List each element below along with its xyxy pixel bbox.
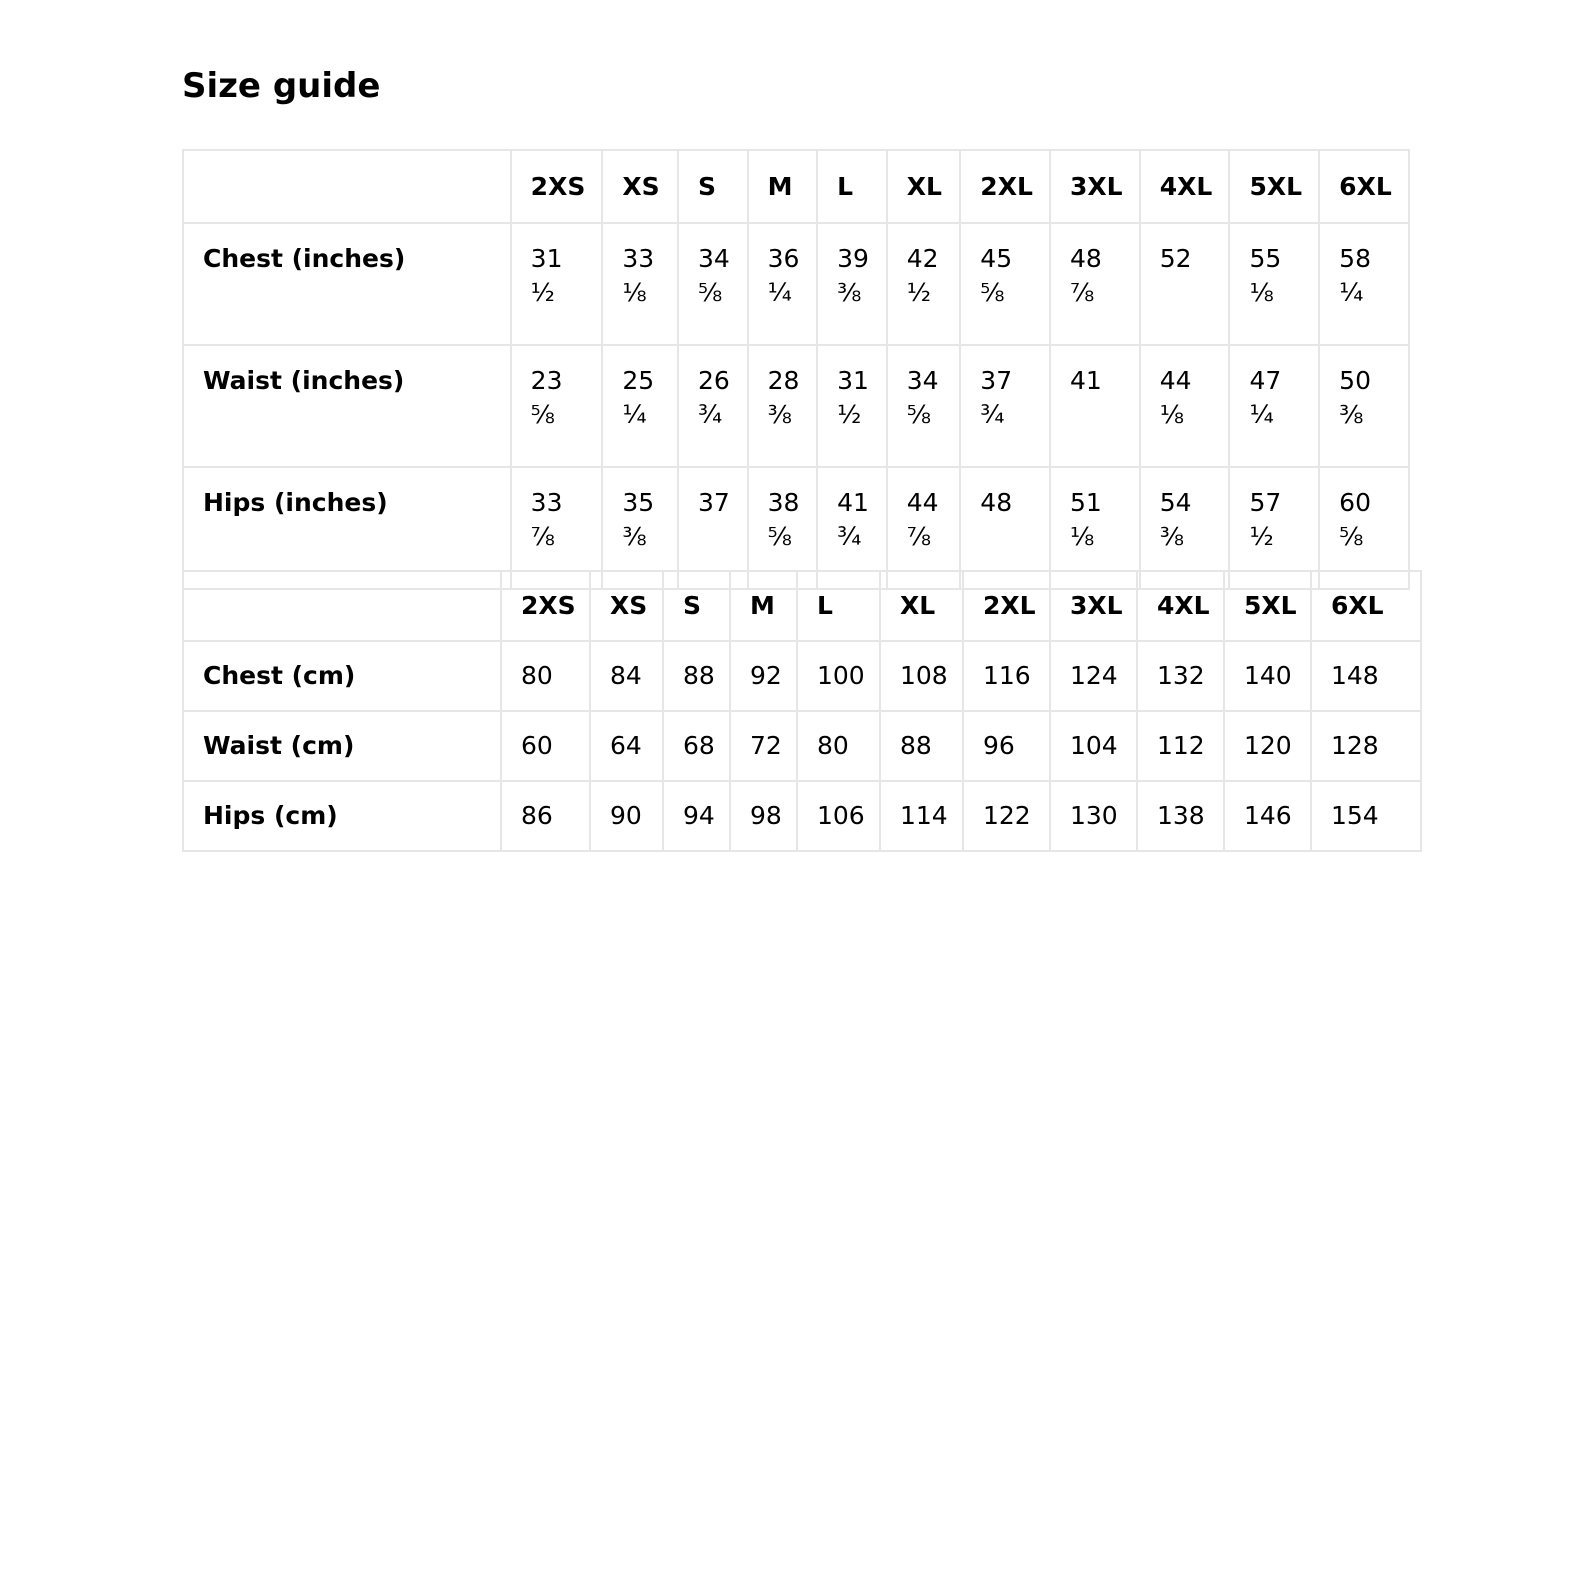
page-title: Size guide [182, 66, 381, 106]
table-cell: 44 ⅞ [887, 467, 961, 589]
table-cell: 42 ½ [887, 223, 961, 345]
table-cell: 37 ¾ [960, 345, 1050, 467]
row-label: Waist (cm) [183, 711, 501, 781]
table-row [183, 223, 1409, 345]
size-header: 2XS [501, 571, 590, 641]
table-cell: 41 [1050, 345, 1140, 467]
table-cell: 138 [1137, 781, 1224, 851]
table-cell: 106 [797, 781, 880, 851]
row-label: Chest (inches) [183, 223, 511, 345]
table-cell: 23 ⅝ [511, 345, 603, 467]
table-cell: 50 ⅜ [1319, 345, 1409, 467]
table-cell: 57 ½ [1229, 467, 1319, 589]
size-header: 3XL [1050, 150, 1140, 223]
size-table-inches [182, 149, 1410, 590]
table-cell: 104 [1050, 711, 1137, 781]
size-header: 2XL [963, 571, 1050, 641]
table-cell: 54 ⅜ [1140, 467, 1230, 589]
table-cell: 130 [1050, 781, 1137, 851]
table-cell: 48 [960, 467, 1050, 589]
table-cell: 96 [963, 711, 1050, 781]
table-cell: 112 [1137, 711, 1224, 781]
size-header: M [730, 571, 797, 641]
table-cell: 88 [880, 711, 963, 781]
table-cell: 36 ¼ [748, 223, 818, 345]
table-cell: 90 [590, 781, 663, 851]
table-cell: 35 ⅜ [602, 467, 678, 589]
header-corner-cell [183, 150, 511, 223]
table-cell: 37 [678, 467, 748, 589]
table-cell: 34 ⅝ [678, 223, 748, 345]
table-cell: 38 ⅝ [748, 467, 818, 589]
size-header: XS [602, 150, 678, 223]
row-label: Waist (inches) [183, 345, 511, 467]
table-cell: 72 [730, 711, 797, 781]
table-cell: 55 ⅛ [1229, 223, 1319, 345]
table-row [183, 711, 1421, 781]
table-cell: 41 ¾ [817, 467, 887, 589]
table-cell: 31 ½ [511, 223, 603, 345]
table-cell: 34 ⅝ [887, 345, 961, 467]
size-header: S [663, 571, 730, 641]
table-cell: 116 [963, 641, 1050, 711]
table-cell: 45 ⅝ [960, 223, 1050, 345]
table-cell: 98 [730, 781, 797, 851]
size-header: M [748, 150, 818, 223]
table-cell: 39 ⅜ [817, 223, 887, 345]
table-cell: 33 ⅞ [511, 467, 603, 589]
table-cell: 108 [880, 641, 963, 711]
table-cell: 64 [590, 711, 663, 781]
row-label: Hips (inches) [183, 467, 511, 589]
table-cell: 88 [663, 641, 730, 711]
table-cell: 52 [1140, 223, 1230, 345]
table-cell: 94 [663, 781, 730, 851]
size-header: L [817, 150, 887, 223]
table-cell: 58 ¼ [1319, 223, 1409, 345]
table-cell: 44 ⅛ [1140, 345, 1230, 467]
table-cell: 154 [1311, 781, 1421, 851]
size-header: 2XS [511, 150, 603, 223]
size-header: 2XL [960, 150, 1050, 223]
table-cell: 92 [730, 641, 797, 711]
header-corner-cell [183, 571, 501, 641]
table-cell: 122 [963, 781, 1050, 851]
size-header: 6XL [1319, 150, 1409, 223]
table-cell: 86 [501, 781, 590, 851]
table-cell: 48 ⅞ [1050, 223, 1140, 345]
table-cell: 140 [1224, 641, 1311, 711]
size-header: 4XL [1140, 150, 1230, 223]
size-table-cm [182, 570, 1422, 852]
size-header: L [797, 571, 880, 641]
size-header: 4XL [1137, 571, 1224, 641]
table-cell: 51 ⅛ [1050, 467, 1140, 589]
size-header: 5XL [1229, 150, 1319, 223]
table-cell: 60 ⅝ [1319, 467, 1409, 589]
table-cell: 25 ¼ [602, 345, 678, 467]
table-cell: 28 ⅜ [748, 345, 818, 467]
table-cell: 26 ¾ [678, 345, 748, 467]
size-header: 6XL [1311, 571, 1421, 641]
table-cell: 60 [501, 711, 590, 781]
table-cell: 124 [1050, 641, 1137, 711]
table-cell: 68 [663, 711, 730, 781]
table-row [183, 781, 1421, 851]
table-cell: 47 ¼ [1229, 345, 1319, 467]
size-header: XL [887, 150, 961, 223]
table-cell: 148 [1311, 641, 1421, 711]
size-header: 3XL [1050, 571, 1137, 641]
table-cell: 80 [501, 641, 590, 711]
row-label: Chest (cm) [183, 641, 501, 711]
table-cell: 84 [590, 641, 663, 711]
table-cell: 128 [1311, 711, 1421, 781]
table-cell: 114 [880, 781, 963, 851]
table-cell: 146 [1224, 781, 1311, 851]
table-header-row [183, 150, 1409, 223]
size-header: 5XL [1224, 571, 1311, 641]
table-cell: 80 [797, 711, 880, 781]
table-cell: 100 [797, 641, 880, 711]
table-row [183, 345, 1409, 467]
table-cell: 132 [1137, 641, 1224, 711]
table-cell: 120 [1224, 711, 1311, 781]
table-cell: 31 ½ [817, 345, 887, 467]
row-label: Hips (cm) [183, 781, 501, 851]
size-header: XS [590, 571, 663, 641]
table-header-row [183, 571, 1421, 641]
size-header: XL [880, 571, 963, 641]
table-row [183, 641, 1421, 711]
size-header: S [678, 150, 748, 223]
table-cell: 33 ⅛ [602, 223, 678, 345]
